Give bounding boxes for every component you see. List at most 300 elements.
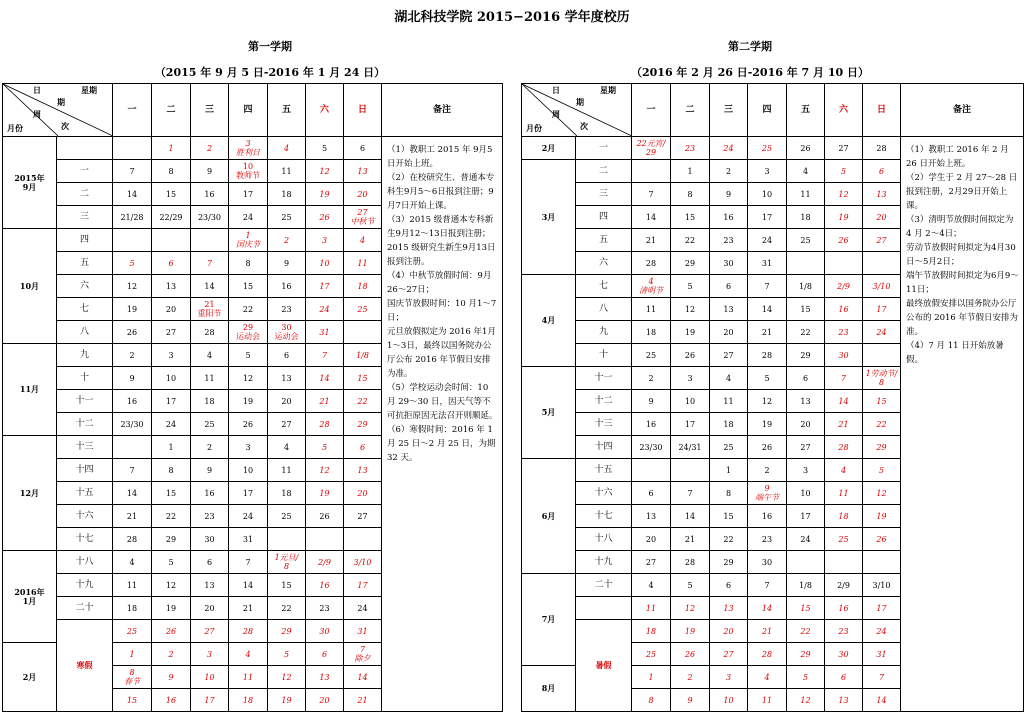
day-cell: 12 [671,597,710,620]
day-cell: 3/10 [863,275,901,298]
week-number-cell: 十九 [57,574,113,597]
day-cell: 28 [113,528,152,551]
day-cell: 2/9 [825,275,863,298]
vacation-cell: 暑假 [576,620,632,712]
month-cell: 2016年 1月 [3,551,57,643]
header-row [522,84,1024,137]
weekday-header: 二 [152,84,191,137]
day-cell: 1 [152,137,191,160]
day-cell: 9 端午节 [748,482,787,505]
day-cell: 7 [113,459,152,482]
day-cell: 4 [113,551,152,574]
day-cell: 1劳动节/ 8 [863,367,901,390]
day-cell: 9 [152,666,191,689]
day-cell: 19 [306,482,344,505]
day-cell: 21 [344,689,382,712]
day-cell: 30 [710,252,748,275]
day-cell: 4 [632,574,671,597]
day-cell: 21 [113,505,152,528]
day-cell: 7 [229,551,268,574]
day-cell: 6 [344,137,382,160]
day-cell: 28 [863,137,901,160]
week-number-cell: 一 [57,160,113,183]
weekday-header: 五 [787,84,825,137]
day-cell: 22 [268,597,306,620]
day-cell: 8 [229,252,268,275]
day-cell: 5 [152,551,191,574]
day-cell: 20 [268,390,306,413]
day-cell: 5 [113,252,152,275]
day-cell: 9 [191,160,229,183]
day-cell: 7 除夕 [344,643,382,666]
day-cell: 30 [748,551,787,574]
sem1-calendar-table [2,83,503,712]
day-cell: 14 [825,390,863,413]
day-cell: 25 [632,344,671,367]
day-cell: 10 [710,689,748,712]
day-cell: 19 [306,183,344,206]
day-cell: 13 [787,390,825,413]
day-cell: 25 [787,229,825,252]
week-number-cell: 八 [57,321,113,344]
day-cell: 20 [632,528,671,551]
day-cell: 26 [113,321,152,344]
day-cell: 16 [825,597,863,620]
header-label-day: 日 [552,85,560,95]
day-cell: 14 [671,505,710,528]
day-cell: 14 [632,206,671,229]
day-cell: 10 [306,252,344,275]
day-cell: 3/10 [863,574,901,597]
week-number-cell: 十一 [57,390,113,413]
week-number-cell: 二十 [57,597,113,620]
note-header: 备注 [382,84,503,137]
day-cell: 22/29 [152,206,191,229]
week-number-cell: 八 [576,298,632,321]
day-cell: 27 [632,551,671,574]
weekday-header: 六 [825,84,863,137]
day-cell: 18 [229,689,268,712]
day-cell: 11 [825,482,863,505]
day-cell: 2 [113,344,152,367]
day-cell: 13 [710,597,748,620]
day-cell: 29 [787,344,825,367]
sem2-range: （2016 年 2 月 26 日-2016 年 7 月 10 日） [630,66,869,79]
day-cell: 11 [710,390,748,413]
day-cell [863,344,901,367]
day-cell [113,229,152,252]
day-cell: 15 [671,206,710,229]
day-cell: 25 [113,620,152,643]
day-cell: 19 [863,505,901,528]
day-cell: 10 [152,367,191,390]
day-cell: 22 [671,229,710,252]
week-number-cell: 十 [57,367,113,390]
day-cell: 21 重阳节 [191,298,229,321]
day-cell: 29 [863,436,901,459]
day-cell: 11 [632,597,671,620]
day-cell: 29 [671,252,710,275]
day-cell: 16 [825,298,863,321]
day-cell: 22元宵/ 29 [632,137,671,160]
day-cell: 11 [748,689,787,712]
day-cell: 25 [748,137,787,160]
day-cell: 11 [191,367,229,390]
day-cell: 6 [710,275,748,298]
day-cell: 23 [671,137,710,160]
day-cell: 3 [152,344,191,367]
week-number-cell: 三 [576,183,632,206]
day-cell: 20 [710,321,748,344]
week-number-cell: 六 [57,275,113,298]
day-cell: 16 [632,413,671,436]
day-cell: 23 [825,620,863,643]
week-number-cell: 一 [576,137,632,160]
day-cell: 12 [152,574,191,597]
day-cell: 5 [306,436,344,459]
day-cell: 23 [710,229,748,252]
week-number-cell: 十六 [57,505,113,528]
month-cell: 5月 [522,367,576,459]
day-cell: 14 [229,574,268,597]
day-cell: 9 [191,459,229,482]
day-cell: 8 [671,183,710,206]
day-cell: 15 [787,597,825,620]
day-cell: 2 [191,436,229,459]
day-cell: 24 [229,206,268,229]
day-cell: 19 [748,413,787,436]
header-row [3,84,503,137]
day-cell: 21/28 [113,206,152,229]
header-label-ci: 次 [580,121,588,131]
day-cell: 16 [306,574,344,597]
header-label-month: 月份 [526,123,542,133]
day-cell: 8 [710,482,748,505]
day-cell: 16 [152,689,191,712]
day-cell: 21 [632,229,671,252]
day-cell: 2 [710,160,748,183]
day-cell: 26 [229,413,268,436]
day-cell: 28 [632,252,671,275]
day-cell: 12 [748,390,787,413]
day-cell: 11 [787,183,825,206]
month-cell: 2015年 9月 [3,137,57,229]
day-cell: 24 [863,620,901,643]
day-cell: 17 [344,574,382,597]
day-cell: 6 [344,436,382,459]
day-cell: 6 [152,252,191,275]
day-cell: 19 [825,206,863,229]
day-cell: 26 [306,206,344,229]
day-cell: 3 [748,160,787,183]
day-cell: 16 [113,390,152,413]
day-cell: 11 [632,298,671,321]
day-cell: 11 [268,160,306,183]
week-number-cell: 九 [576,321,632,344]
week-number-cell: 十二 [57,413,113,436]
day-cell: 24 [787,528,825,551]
day-cell: 7 [748,275,787,298]
week-number-cell: 九 [57,344,113,367]
sem2-calendar-table [521,83,1024,712]
day-cell: 17 [191,689,229,712]
day-cell: 29 运动会 [229,321,268,344]
day-cell: 13 [268,367,306,390]
week-number-cell: 二十 [576,574,632,597]
day-cell: 26 [306,505,344,528]
day-cell: 14 [748,298,787,321]
day-cell: 16 [191,482,229,505]
week-number-cell: 七 [576,275,632,298]
day-cell: 20 [344,183,382,206]
day-cell: 17 [863,298,901,321]
day-cell: 1 [671,160,710,183]
day-cell: 20 [344,482,382,505]
day-cell: 15 [863,390,901,413]
day-cell [113,137,152,160]
day-cell: 18 [268,482,306,505]
day-cell: 16 [710,206,748,229]
day-cell: 7 [306,344,344,367]
day-cell: 1 国庆节 [229,229,268,252]
day-cell: 30 [825,643,863,666]
day-cell [152,229,191,252]
day-cell: 20 [787,413,825,436]
day-cell: 8 [152,160,191,183]
sem2-title: 第二学期 [728,40,772,53]
day-cell: 3 [787,459,825,482]
day-cell [632,459,671,482]
day-cell: 28 [748,643,787,666]
day-cell: 26 [787,137,825,160]
day-cell: 29 [152,528,191,551]
week-number-cell: 十八 [576,528,632,551]
day-cell: 5 [787,666,825,689]
day-cell: 12 [863,482,901,505]
day-cell: 26 [748,436,787,459]
day-cell: 1 [113,643,152,666]
week-number-cell: 十七 [576,505,632,528]
month-cell: 11月 [3,344,57,436]
day-cell: 28 [229,620,268,643]
month-cell: 2月 [522,137,576,160]
day-cell: 6 [825,666,863,689]
day-cell: 2 [191,137,229,160]
header-label-day: 日 [33,85,41,95]
notes-cell: （1）教职工 2016 年 2 月 26 日开始上班。 （2）学生于 2 月 27～28 日报到注册，2月29日开始上课。 （3）清明节放假时间拟定为 4 月 2～4日； 劳动节放假时间拟定为4月30日～5月2日； 端午节放假时间拟定为6月9～11日； 最终放假安排以国务院办公厅公布的 2016 年节假日安排为准。 （4）7 月 11 日开始放暑假。 [901,137,1024,712]
day-cell: 12 [306,459,344,482]
day-cell: 6 [787,367,825,390]
day-cell: 30 [825,344,863,367]
day-cell: 14 [863,689,901,712]
day-cell: 2 [152,643,191,666]
day-cell: 4 [268,436,306,459]
day-cell: 12 [671,298,710,321]
day-cell: 11 [268,459,306,482]
day-cell: 3 [671,367,710,390]
day-cell: 31 [344,620,382,643]
day-cell: 3 胜利日 [229,137,268,160]
day-cell: 24 [229,505,268,528]
day-cell: 12 [113,275,152,298]
day-cell: 6 [632,482,671,505]
week-number-cell: 四 [576,206,632,229]
day-cell: 27 中秋节 [344,206,382,229]
weekday-header: 日 [344,84,382,137]
day-cell: 30 运动会 [268,321,306,344]
day-cell: 19 [229,390,268,413]
week-number-cell: 十七 [57,528,113,551]
day-cell: 13 [344,160,382,183]
page-title: 湖北科技学院 2015−2016 学年度校历 [394,10,630,25]
month-cell: 6月 [522,459,576,574]
day-cell: 8 [632,689,671,712]
day-cell: 20 [306,689,344,712]
day-cell: 24 [152,413,191,436]
day-cell: 15 [710,505,748,528]
sem1-range: （2015 年 9 月 5 日-2016 年 1 月 24 日） [154,66,386,79]
day-cell: 23 [825,321,863,344]
day-cell: 18 [787,206,825,229]
day-cell: 5 [268,643,306,666]
day-cell: 11 [113,574,152,597]
day-cell: 6 [191,551,229,574]
weekday-header: 三 [710,84,748,137]
day-cell: 4 清明节 [632,275,671,298]
header-label-weekday: 星期 [600,85,616,95]
day-cell: 29 [710,551,748,574]
diagonal-header-cell [522,84,632,137]
week-number-cell: 十 [576,344,632,367]
day-cell: 23 [306,597,344,620]
day-cell: 5 [825,160,863,183]
day-cell: 10 [671,390,710,413]
day-cell: 3 [229,436,268,459]
week-number-cell: 四 [57,229,113,252]
month-cell: 8月 [522,666,576,712]
day-cell: 5 [229,344,268,367]
day-cell: 6 [306,643,344,666]
day-cell: 28 [306,413,344,436]
day-cell: 29 [344,413,382,436]
day-cell: 18 [113,597,152,620]
day-cell: 13 [152,275,191,298]
day-cell: 2 [671,666,710,689]
week-row [3,137,503,160]
day-cell: 25 [710,436,748,459]
week-number-cell: 十八 [57,551,113,574]
day-cell [825,551,863,574]
day-cell: 19 [152,597,191,620]
day-cell: 13 [191,574,229,597]
week-row [522,137,1024,160]
day-cell: 18 [825,505,863,528]
day-cell: 31 [748,252,787,275]
day-cell: 22 [152,505,191,528]
day-cell: 16 [191,183,229,206]
day-cell: 20 [710,620,748,643]
day-cell: 28 [825,436,863,459]
header-label-weekday: 星期 [81,85,97,95]
day-cell: 25 [632,643,671,666]
day-cell: 26 [671,643,710,666]
notes-cell: （1）教职工 2015 年 9月5日开始上班。 （2）在校研究生、普通本专科生9月5～6日报到注册；9月7日开始上课。 （3）2015 级普通本专科新生9月12～13日报到注册；2015 级研究生新生9月13日报到注册。 （4）中秋节放假时间：9月26～27日； 国庆节放假时间：10 月1～7日； 元旦放假拟定为 2016 年1月1～3日，最终以国务院办公厅公布 2016 年节假日安排为准。 （5）学校运动会时间：10 月 29～30 日，因天气等不可抗拒原因无法召开则顺延。 （6）寒假时间：2016 年 1 月 25 日～2 月 25 日，为期 32 天。 [382,137,503,712]
month-cell: 4月 [522,275,576,367]
day-cell: 12 [825,183,863,206]
day-cell: 23 [268,298,306,321]
day-cell: 6 [268,344,306,367]
day-cell: 18 [710,413,748,436]
day-cell: 17 [306,275,344,298]
day-cell: 27 [268,413,306,436]
weekday-header: 四 [748,84,787,137]
weekday-header: 四 [229,84,268,137]
day-cell: 21 [306,390,344,413]
day-cell: 1 [710,459,748,482]
day-cell: 27 [863,229,901,252]
day-cell: 5 [748,367,787,390]
header-label-ci: 次 [61,121,69,131]
day-cell: 4 [748,666,787,689]
week-number-cell: 十四 [576,436,632,459]
week-number-cell: 三 [57,206,113,229]
day-cell: 17 [863,597,901,620]
day-cell [632,160,671,183]
day-cell [863,551,901,574]
day-cell: 22 [710,528,748,551]
day-cell: 2/9 [306,551,344,574]
day-cell: 23/30 [113,413,152,436]
day-cell: 7 [671,482,710,505]
week-number-cell: 五 [57,252,113,275]
day-cell: 13 [306,666,344,689]
day-cell: 17 [152,390,191,413]
day-cell: 1 [152,436,191,459]
day-cell: 15 [113,689,152,712]
day-cell: 4 [229,643,268,666]
day-cell: 18 [344,275,382,298]
day-cell: 14 [748,597,787,620]
day-cell: 24 [306,298,344,321]
day-cell: 14 [113,183,152,206]
day-cell: 9 [113,367,152,390]
day-cell [787,551,825,574]
day-cell: 28 [671,551,710,574]
day-cell: 10 教师节 [229,160,268,183]
day-cell: 9 [671,689,710,712]
day-cell: 27 [710,643,748,666]
day-cell: 22 [344,390,382,413]
day-cell: 17 [748,206,787,229]
header-label-week: 周 [552,109,560,119]
day-cell: 22 [863,413,901,436]
day-cell [671,459,710,482]
note-header: 备注 [901,84,1024,137]
day-cell: 31 [306,321,344,344]
week-number-cell: 二 [576,160,632,183]
day-cell: 24 [863,321,901,344]
vacation-cell: 寒假 [57,620,113,712]
day-cell: 16 [748,505,787,528]
day-cell: 15 [268,574,306,597]
day-cell: 2 [632,367,671,390]
weekday-header: 六 [306,84,344,137]
day-cell: 13 [863,183,901,206]
week-number-cell: 十三 [57,436,113,459]
day-cell [191,229,229,252]
day-cell: 31 [863,643,901,666]
day-cell: 1/8 [344,344,382,367]
